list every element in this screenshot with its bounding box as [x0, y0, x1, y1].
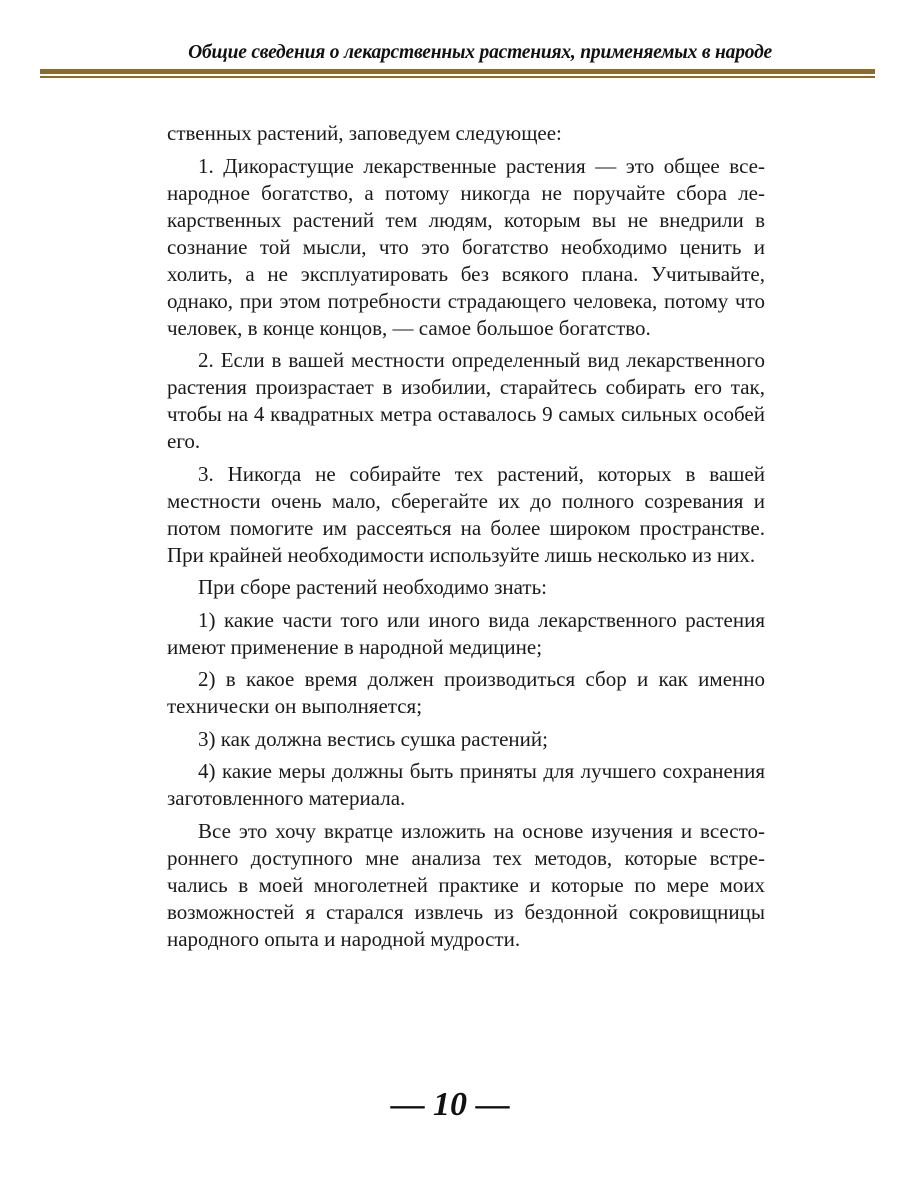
- header-rule-thick: [40, 69, 875, 74]
- paragraph-continuation: ственных растений, заповедуем следующее:: [167, 121, 562, 145]
- running-header-title: Общие сведения о лекарственных растениях, применяемых в народе: [188, 42, 772, 63]
- page-number-value: 10: [433, 1086, 467, 1123]
- paragraph-closing: Все это хочу вкратце изложить на основе изучения и всестороннего доступного мне анализа тех методов, которые встречались в моей многолетней практике и которые по мере моих возможностей я старался извлечь из бездонной сокровищницы народного опыта и народной мудрости.: [167, 818, 765, 951]
- page-number: [0, 1086, 900, 1124]
- list-item-4: 4) какие меры должны быть приняты для лучшего сохранения заготовленного материала.: [167, 759, 765, 810]
- paragraph-rule-1: 1. Дикорастущие лекарственные растения — это общее всенародное богатство, а потому никогда не поручайте сбора лекарственных растений тем людям, которым вы не внедрили в сознание той мысли, что это богатство необходимо ценить и холить, а не эксплуатировать без всякого плана. Учитывайте, однако, при этом потребности страдающего человека, потому что человек, в конце концов, — самое большое богатство.: [167, 153, 765, 340]
- list-item-3: 3) как должна вестись сушка растений;: [198, 726, 548, 751]
- page-number-dash-left: —: [390, 1086, 425, 1123]
- header-rule-thin: [40, 76, 875, 78]
- paragraph-rule-3: 3. Никогда не собирайте тех растений, которых в вашей местности очень мало, сберегайте их до полного созревания и потом помогите им рассеяться на более широком пространстве. При крайней необходимости используйте лишь несколько из них.: [167, 461, 765, 567]
- page-number-dash-right: —: [475, 1086, 510, 1123]
- body-text: [167, 120, 765, 958]
- list-item-2: 2) в какое время должен производиться сбор и как именно технически он выполняется;: [167, 667, 765, 718]
- paragraph-rule-2: 2. Если в вашей местности определенный вид лекарственного растения произрастает в изобилии, старайтесь собирать его так, чтобы на 4 квадратных метра оставалось 9 самых сильных особей его.: [167, 348, 765, 453]
- list-item-1: 1) какие части того или иного вида лекарственного растения имеют применение в народной медицине;: [167, 607, 765, 659]
- paragraph-intro: При сборе растений необходимо знать:: [198, 575, 547, 599]
